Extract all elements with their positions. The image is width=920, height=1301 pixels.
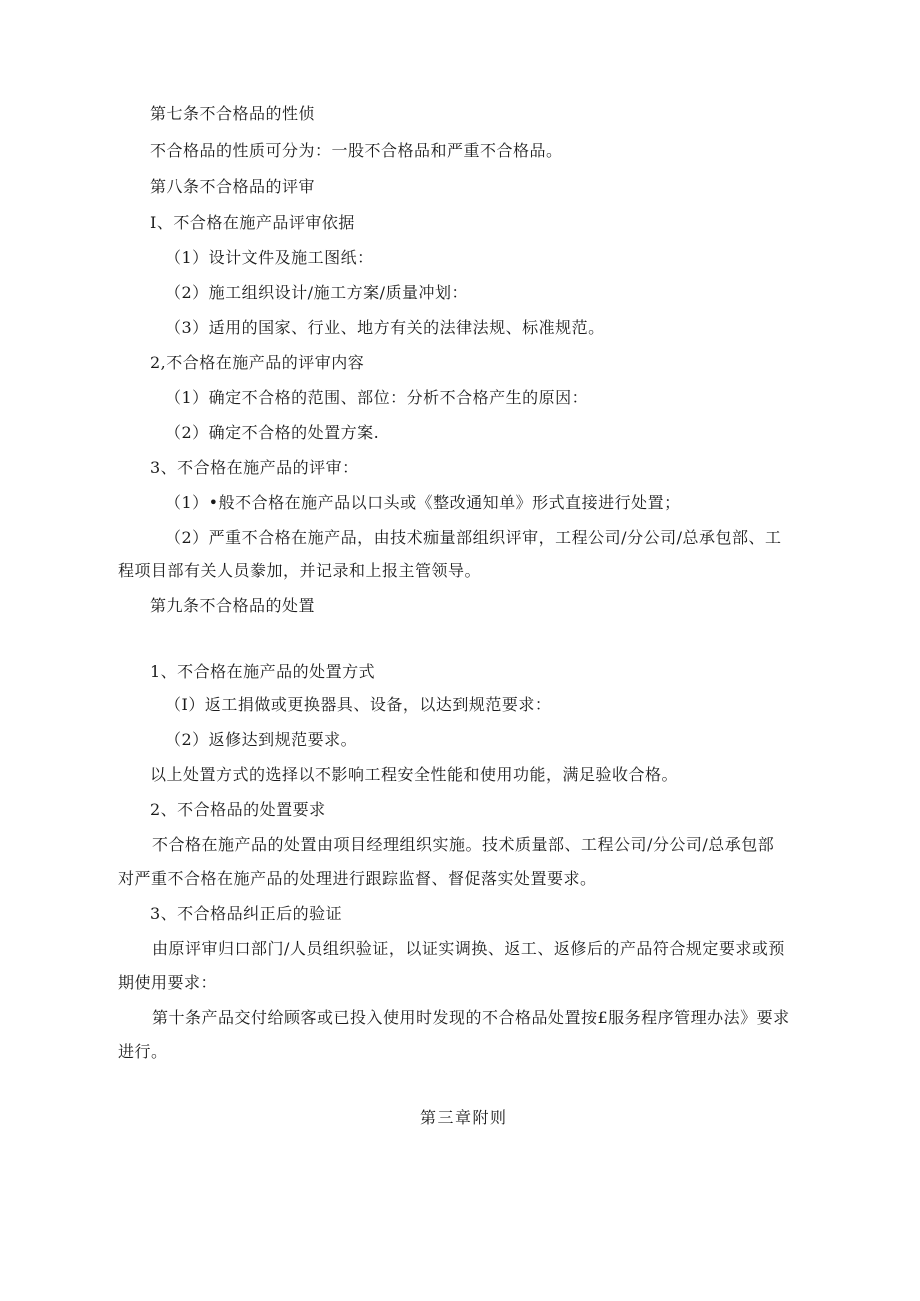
section-3-item-2: （2）严重不合格在施产品，由技术痂量部组织评审，工程公司/分公司/总承包部、工 xyxy=(165,528,782,547)
disposal-requirement-body-continued: 对严重不合格在施产品的处理进行跟踪监督、督促落实处置要求。 xyxy=(118,869,597,888)
disposal-method-item-1: （I）返工捐做或更换器具、设备，以达到规范要求： xyxy=(165,695,552,714)
article-10-body: 第十条产品交付给顾客或已投入使用时发现的不合格品处置按£服务程序管理办法》要求 xyxy=(152,1008,790,1027)
article-10-body-continued: 进行。 xyxy=(118,1042,168,1061)
chapter-3-heading: 第三章附则 xyxy=(420,1108,508,1127)
section-3-item-2-continued: 程项目部有关人员豢加，并记录和上报主管领导。 xyxy=(118,561,482,580)
article-8-heading: 第八条不合格品的评审 xyxy=(150,177,316,196)
verification-body: 由原评审归口部门/人员组织验证，以证实调换、返工、返修后的产品符合规定要求或预 xyxy=(152,939,785,958)
article-7-heading: 第七条不合格品的性侦 xyxy=(150,104,316,123)
section-2-item-1: （1）确定不合格的范围、部位：分析不合格产生的原因： xyxy=(165,388,589,407)
disposal-requirement-body: 不合格在施产品的处置由项目经理组织实施。技术质量部、工程公司/分公司/总承包部 xyxy=(152,835,775,854)
section-1-heading: I、不合格在施产品评审依据 xyxy=(150,213,355,232)
section-3-item-1: （1）•般不合格在施产品以口头或《整改通知单》形式直接进行处置； xyxy=(165,493,681,512)
section-1-item-3: （3）适用的国家、行业、地方有关的法律法规、标准规范。 xyxy=(165,318,605,337)
section-1-item-1: （1）设计文件及施工图纸： xyxy=(165,248,374,267)
section-1-item-2: （2）施工组织设计/施工方案/质量冲划： xyxy=(165,283,468,302)
article-7-body: 不合格品的性质可分为：一股不合格品和严重不合格品。 xyxy=(150,141,563,160)
disposal-method-item-2: （2）返修达到规范要求。 xyxy=(165,730,358,749)
verification-body-continued: 期使用要求： xyxy=(118,973,218,992)
section-2-item-2: （2）确定不合格的处置方案. xyxy=(165,423,380,442)
disposal-requirement-heading: 2、不合格品的处置要求 xyxy=(150,800,326,819)
section-3-heading: 3、不合格在施产品的评审： xyxy=(150,458,359,477)
verification-heading: 3、不合格品纠正后的验证 xyxy=(150,904,343,923)
disposal-method-note: 以上处置方式的选择以不影响工程安全性能和使用功能，满足验收合格。 xyxy=(150,765,679,784)
section-2-heading: 2,不合格在施产品的评审内容 xyxy=(150,353,365,372)
disposal-method-heading: 1、不合格在施产品的处置方式 xyxy=(150,662,376,681)
article-9-heading: 第九条不合格品的处置 xyxy=(150,596,316,615)
